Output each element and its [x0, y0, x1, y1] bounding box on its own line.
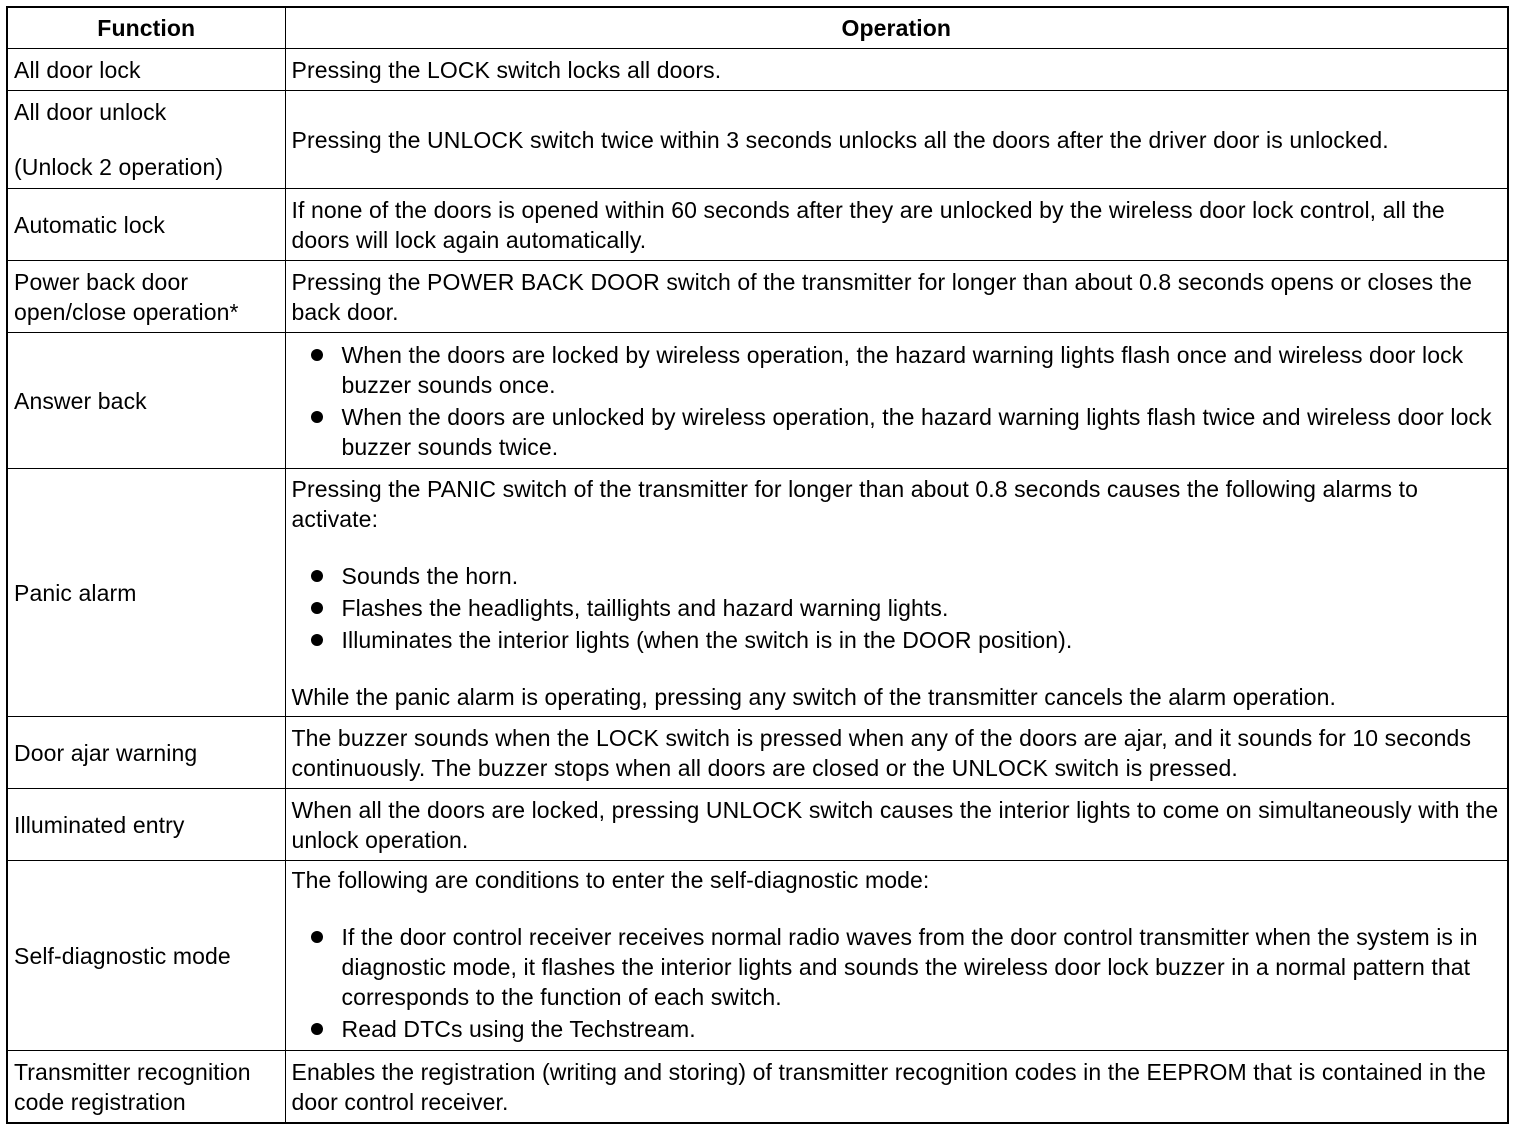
table-row: [7, 261, 1508, 333]
operation-cell: [285, 1051, 1508, 1123]
bullet-item: When the doors are locked by wireless operation, the hazard warning lights flash once and wireless door lock buzzer sounds once.: [292, 340, 1502, 400]
bullet-item: Read DTCs using the Techstream.: [292, 1014, 1502, 1044]
operation-intro: The following are conditions to enter the self-diagnostic mode:: [291, 867, 930, 894]
table-row: [7, 717, 1508, 789]
function-label: Automatic lock: [14, 211, 165, 238]
table-row: [7, 861, 1508, 1051]
function-cell: [7, 861, 285, 1051]
operation-cell: [285, 717, 1508, 789]
operation-text: Enables the registration (writing and storing) of transmitter recognition codes in the EEPROM that is contained in the door control receiver.: [291, 1058, 1486, 1115]
function-label: (Unlock 2 operation): [14, 154, 224, 181]
operation-text: When all the doors are locked, pressing UNLOCK switch causes the interior lights to come on simultaneously with the unlock operation.: [291, 796, 1499, 853]
function-cell: [7, 49, 285, 91]
bullet-item: When the doors are unlocked by wireless operation, the hazard warning lights flash twice and wireless door lock buzzer sounds twice.: [292, 402, 1502, 462]
function-label: Answer back: [14, 387, 147, 414]
table-row: [7, 49, 1508, 91]
function-cell: [7, 333, 285, 469]
header-function: Function: [7, 7, 285, 49]
function-label: Door ajar warning: [14, 739, 198, 766]
function-cell: [7, 789, 285, 861]
function-operation-table: [6, 6, 1509, 1124]
operation-text: If none of the doors is opened within 60 seconds after they are unlocked by the wireless door lock control, all the doors will lock again automatically.: [291, 196, 1445, 253]
header-operation: Operation: [285, 7, 1508, 49]
operation-text: Pressing the POWER BACK DOOR switch of the transmitter for longer than about 0.8 seconds opens or closes the back door.: [291, 268, 1473, 325]
bullet-list: [292, 340, 1502, 462]
table-row: [7, 91, 1508, 189]
function-cell: [7, 717, 285, 789]
table-row: [7, 189, 1508, 261]
operation-intro: Pressing the PANIC switch of the transmitter for longer than about 0.8 seconds causes the following alarms to activate:: [291, 475, 1419, 532]
function-label: Power back door open/close operation*: [14, 268, 239, 325]
operation-text: The buzzer sounds when the LOCK switch is pressed when any of the doors are ajar, and it sounds for 10 seconds continuously. The buzzer stops when all doors are closed or the UNLOCK switch is pressed.: [291, 724, 1472, 781]
operation-cell: [285, 469, 1508, 717]
operation-text: Pressing the LOCK switch locks all doors.: [291, 56, 722, 83]
function-cell: [7, 1051, 285, 1123]
table-row: [7, 469, 1508, 717]
function-label: Self-diagnostic mode: [14, 942, 231, 969]
bullet-item: Sounds the horn.: [292, 561, 1502, 591]
function-cell: [7, 261, 285, 333]
operation-cell: [285, 189, 1508, 261]
function-label: All door lock: [14, 56, 141, 83]
function-label: Illuminated entry: [14, 811, 185, 838]
table-row: [7, 1051, 1508, 1123]
operation-cell: [285, 789, 1508, 861]
table-row: [7, 789, 1508, 861]
function-label: All door unlock: [14, 99, 167, 126]
function-cell: [7, 91, 285, 189]
operation-cell: [285, 91, 1508, 189]
operation-cell: [285, 261, 1508, 333]
bullet-list: [292, 561, 1502, 655]
header-row: [7, 7, 1508, 49]
function-label: Panic alarm: [14, 579, 137, 606]
operation-cell: [285, 49, 1508, 91]
function-cell: [7, 189, 285, 261]
operation-text: Pressing the UNLOCK switch twice within 3 seconds unlocks all the doors after the driver door is unlocked.: [291, 126, 1389, 153]
bullet-item: Flashes the headlights, taillights and hazard warning lights.: [292, 593, 1502, 623]
table-row: [7, 333, 1508, 469]
function-cell: [7, 469, 285, 717]
operation-outro: While the panic alarm is operating, pressing any switch of the transmitter cancels the alarm operation.: [291, 683, 1337, 710]
operation-cell: [285, 861, 1508, 1051]
function-label: Transmitter recognition code registration: [14, 1058, 251, 1115]
bullet-item: Illuminates the interior lights (when the switch is in the DOOR position).: [292, 625, 1502, 655]
operation-cell: [285, 333, 1508, 469]
bullet-item: If the door control receiver receives normal radio waves from the door control transmitter when the system is in diagnostic mode, it flashes the interior lights and sounds the wireless door lock buzzer in a normal pattern that corresponds to the function of each switch.: [292, 922, 1502, 1012]
bullet-list: [292, 922, 1502, 1044]
